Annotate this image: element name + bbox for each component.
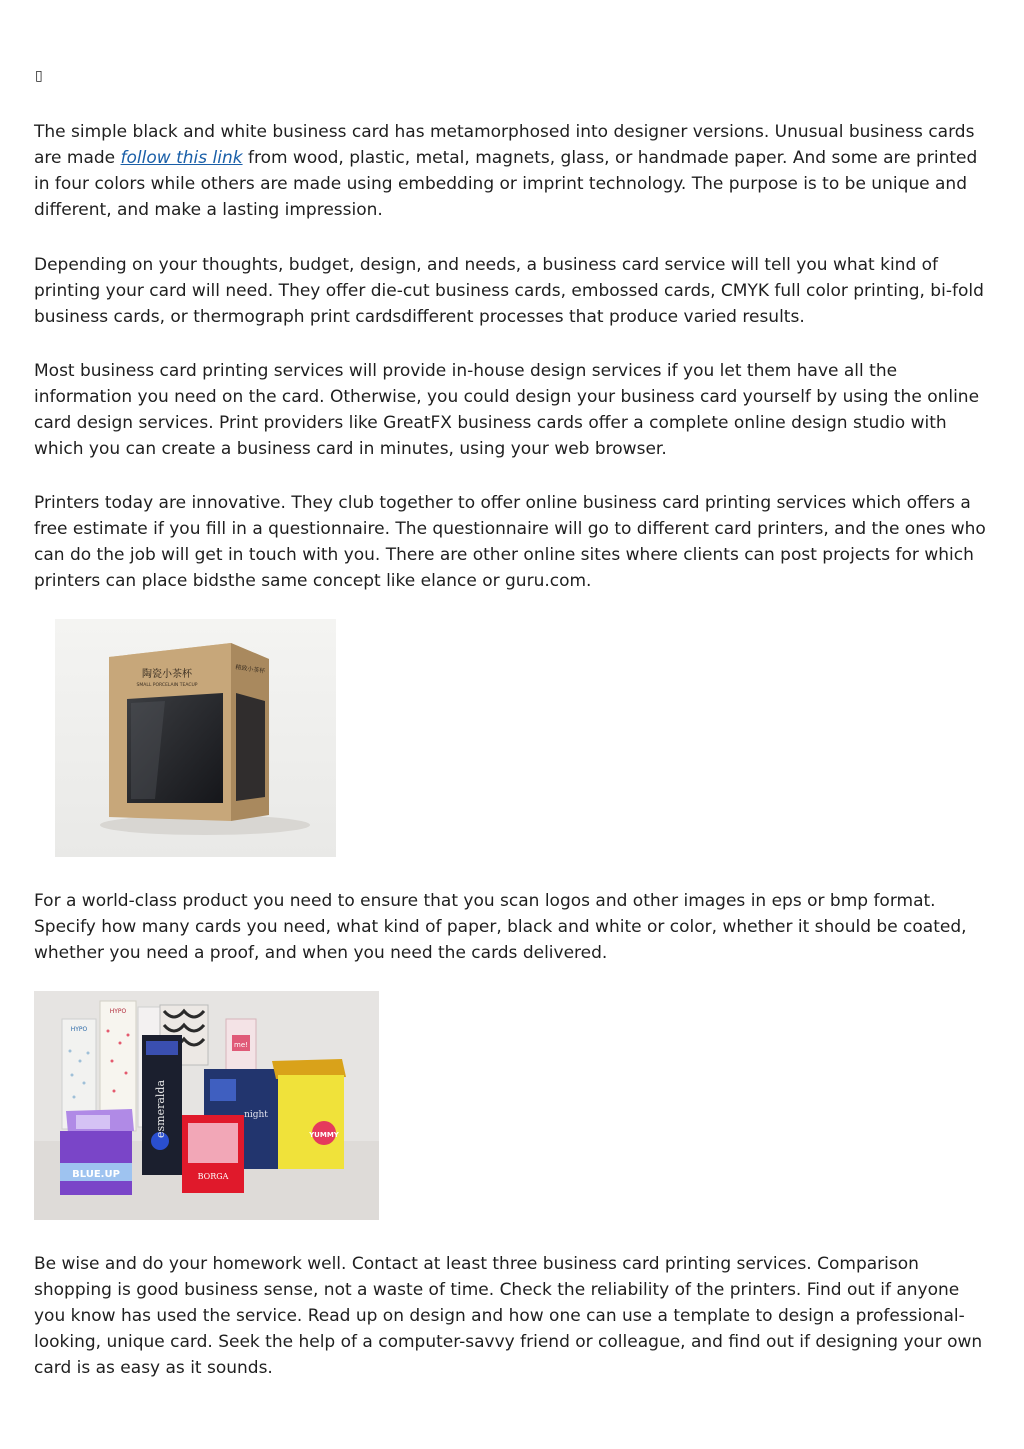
box-label-hypo-1: HYPO [70,1026,88,1033]
paragraph-1-text-end: from wood, plastic, metal, magnets, glass, or handmade paper. And some are printed in four colors while others are made using embedding or imprint technology. The purpose is to be unique and different, and make a lasting impression. [34,148,978,220]
kraft-box-with-window-icon [55,619,336,857]
box-label-cn: 陶瓷小茶杯 [142,669,192,680]
box-label-blueup: BLUE.UP [72,1169,120,1180]
colorful-product-boxes-icon [34,991,379,1220]
paragraph-3: Most business card printing services will provide in-house design services if you let them have all the information you need on the card. Otherwise, you could design your business card yourself by using the online card design services. Print providers like GreatFX business cards offer a complete online design studio with which you can create a business card in minutes, using your web browser. [34,361,980,459]
product-boxes-image [34,991,379,1220]
paragraph-2: Depending on your thoughts, budget, design, and needs, a business card service will tell you what kind of printing your card will need. They offer die-cut business cards, embossed cards, CMYK full color printing, bi-fold business cards, or thermograph print cardsdifferent processes that produce varied results. [34,255,984,327]
missing-glyph-icon: ▯ [35,68,43,84]
paragraph-5: For a world-class product you need to ensure that you scan logos and other images in eps or bmp format. Specify how many cards you need, what kind of paper, black and white or color, whether it should be coated, whether you need a proof, and when you need the cards delivered. [34,891,967,963]
paragraph-1 [34,119,992,223]
box-label-hypo-2: HYPO [109,1008,127,1015]
paragraph-4: Printers today are innovative. They club together to offer online business card printing services which offers a free estimate if you fill in a questionnaire. The questionnaire will go to different card printers, and the ones who can do the job will get in touch with you. There are other online sites where clients can post projects for which printers can place bidsthe same concept like elance or guru.com. [34,493,986,591]
box-label-night: night [244,1110,268,1120]
box-side-label: 精致小茶杯 [234,663,266,676]
paragraph-1-text-start: The simple black and white business card has metamorphosed into designer versions. Unusual business cards are made [34,122,975,168]
box-label-en: SMALL PORCELAIN TEACUP [136,683,198,688]
follow-link[interactable]: follow this link [120,148,243,168]
box-label-me: me! [234,1041,248,1049]
paragraph-6: Be wise and do your homework well. Contact at least three business card printing services. Comparison shopping is good business sense, not a waste of time. Check the reliability of the printers. Find out if anyone you know has used the service. Read up on design and how one can use a template to design a professional-looking, unique card. Seek the help of a computer-savvy friend or colleague, and find out if designing your own card is as easy as it sounds. [34,1254,983,1378]
box-label-borga: BORGA [197,1172,229,1181]
kraft-box-image [55,619,336,857]
box-label-esmeralda: esmeralda [154,1079,167,1139]
box-label-yummy: YUMMY [309,1131,339,1139]
